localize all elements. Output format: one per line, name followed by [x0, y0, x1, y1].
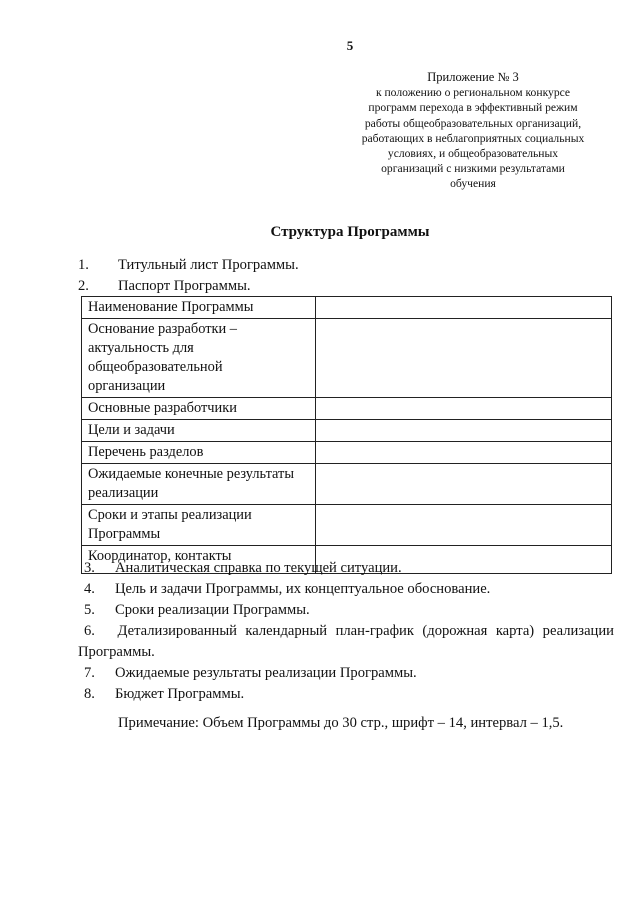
structure-list-bottom — [78, 558, 614, 705]
list-item-number: 7. — [84, 665, 95, 681]
list-item — [84, 684, 614, 705]
list-item-word: Детализированный — [117, 623, 237, 639]
list-item — [84, 663, 614, 684]
label-line: Сроки и этапы реализации — [88, 507, 252, 523]
appendix-line: условиях, и общеобразовательных — [387, 147, 559, 161]
document-title: Структура Программы — [270, 224, 430, 240]
table-label-cell — [82, 505, 316, 546]
appendix-line: программ перехода в эффективный режим — [368, 101, 578, 115]
appendix-line: обучения — [450, 177, 496, 191]
table-label-cell — [82, 442, 316, 464]
table-value-cell — [316, 319, 612, 398]
list-item-text: Паспорт Программы. — [118, 278, 251, 294]
label-line: Основание разработки – — [88, 321, 238, 337]
list-item-word: реализации — [542, 623, 614, 639]
list-item — [84, 579, 614, 600]
list-item — [84, 600, 614, 621]
table-value-cell — [316, 464, 612, 505]
label-line: общеобразовательной — [88, 359, 223, 375]
list-item-number: 6. — [84, 623, 95, 639]
table-row — [82, 442, 612, 464]
appendix-line: работающих в неблагоприятных социальных — [361, 131, 585, 145]
list-item-word: (дорожная — [422, 623, 488, 639]
table-row — [82, 464, 612, 505]
list-item-text: Аналитическая справка по текущей ситуации. — [115, 560, 402, 576]
label-line: реализации — [88, 485, 159, 501]
list-item-text: Бюджет Программы. — [115, 686, 245, 702]
page-number: 5 — [346, 38, 354, 53]
list-item-number: 4. — [84, 581, 95, 597]
table-value-cell — [316, 398, 612, 420]
table-value-cell — [316, 297, 612, 319]
list-item-first-line — [84, 621, 614, 642]
list-item — [78, 621, 614, 663]
label-line: Координатор, контакты — [88, 548, 232, 564]
table-row — [82, 319, 612, 398]
appendix-line: организаций с низкими результатами — [381, 162, 565, 176]
appendix-title: Приложение № 3 — [427, 70, 519, 84]
label-line: Ожидаемые конечные результаты — [88, 466, 295, 482]
list-item-number: 1. — [78, 257, 89, 273]
label-line: Программы — [88, 526, 161, 542]
label-line: Цели и задачи — [88, 422, 175, 438]
list-item-number: 8. — [84, 686, 95, 702]
structure-list-top — [78, 255, 618, 297]
list-item-word: календарный — [245, 623, 328, 639]
table-label-cell — [82, 398, 316, 420]
table-label-cell — [82, 464, 316, 505]
list-item-word: карта) — [495, 623, 535, 639]
table-row — [82, 297, 612, 319]
label-line: Наименование Программы — [88, 299, 254, 315]
appendix-line: к положению о региональном конкурсе — [375, 86, 571, 100]
list-item-word: план-график — [335, 623, 414, 639]
table-value-cell — [316, 505, 612, 546]
list-item — [84, 558, 614, 579]
table-value-cell — [316, 420, 612, 442]
list-item-text: Титульный лист Программы. — [118, 257, 299, 273]
list-item — [78, 255, 618, 276]
label-line: Перечень разделов — [88, 444, 204, 460]
table-label-cell — [82, 297, 316, 319]
list-item-text: Сроки реализации Программы. — [115, 602, 310, 618]
passport-table — [81, 296, 612, 574]
table-label-cell — [82, 319, 316, 398]
list-item — [78, 276, 618, 297]
table-row — [82, 398, 612, 420]
table-row — [82, 505, 612, 546]
appendix-line: работы общеобразовательных организаций, — [364, 116, 582, 130]
list-item-number: 5. — [84, 602, 95, 618]
list-item-continuation: Программы. — [78, 644, 155, 660]
label-line: организации — [88, 378, 166, 394]
table-row — [82, 420, 612, 442]
list-item-number: 2. — [78, 278, 89, 294]
label-line: актуальность для — [88, 340, 194, 356]
list-item-number: 3. — [84, 560, 95, 576]
footnote: Примечание: Объем Программы до 30 стр., шрифт – 14, интервал – 1,5. — [118, 715, 564, 731]
table-label-cell — [82, 420, 316, 442]
table-value-cell — [316, 442, 612, 464]
appendix-header — [338, 70, 608, 192]
list-item-text: Ожидаемые результаты реализации Программы. — [115, 665, 417, 681]
label-line: Основные разработчики — [88, 400, 237, 416]
list-item-text: Цель и задачи Программы, их концептуальное обоснование. — [115, 581, 491, 597]
